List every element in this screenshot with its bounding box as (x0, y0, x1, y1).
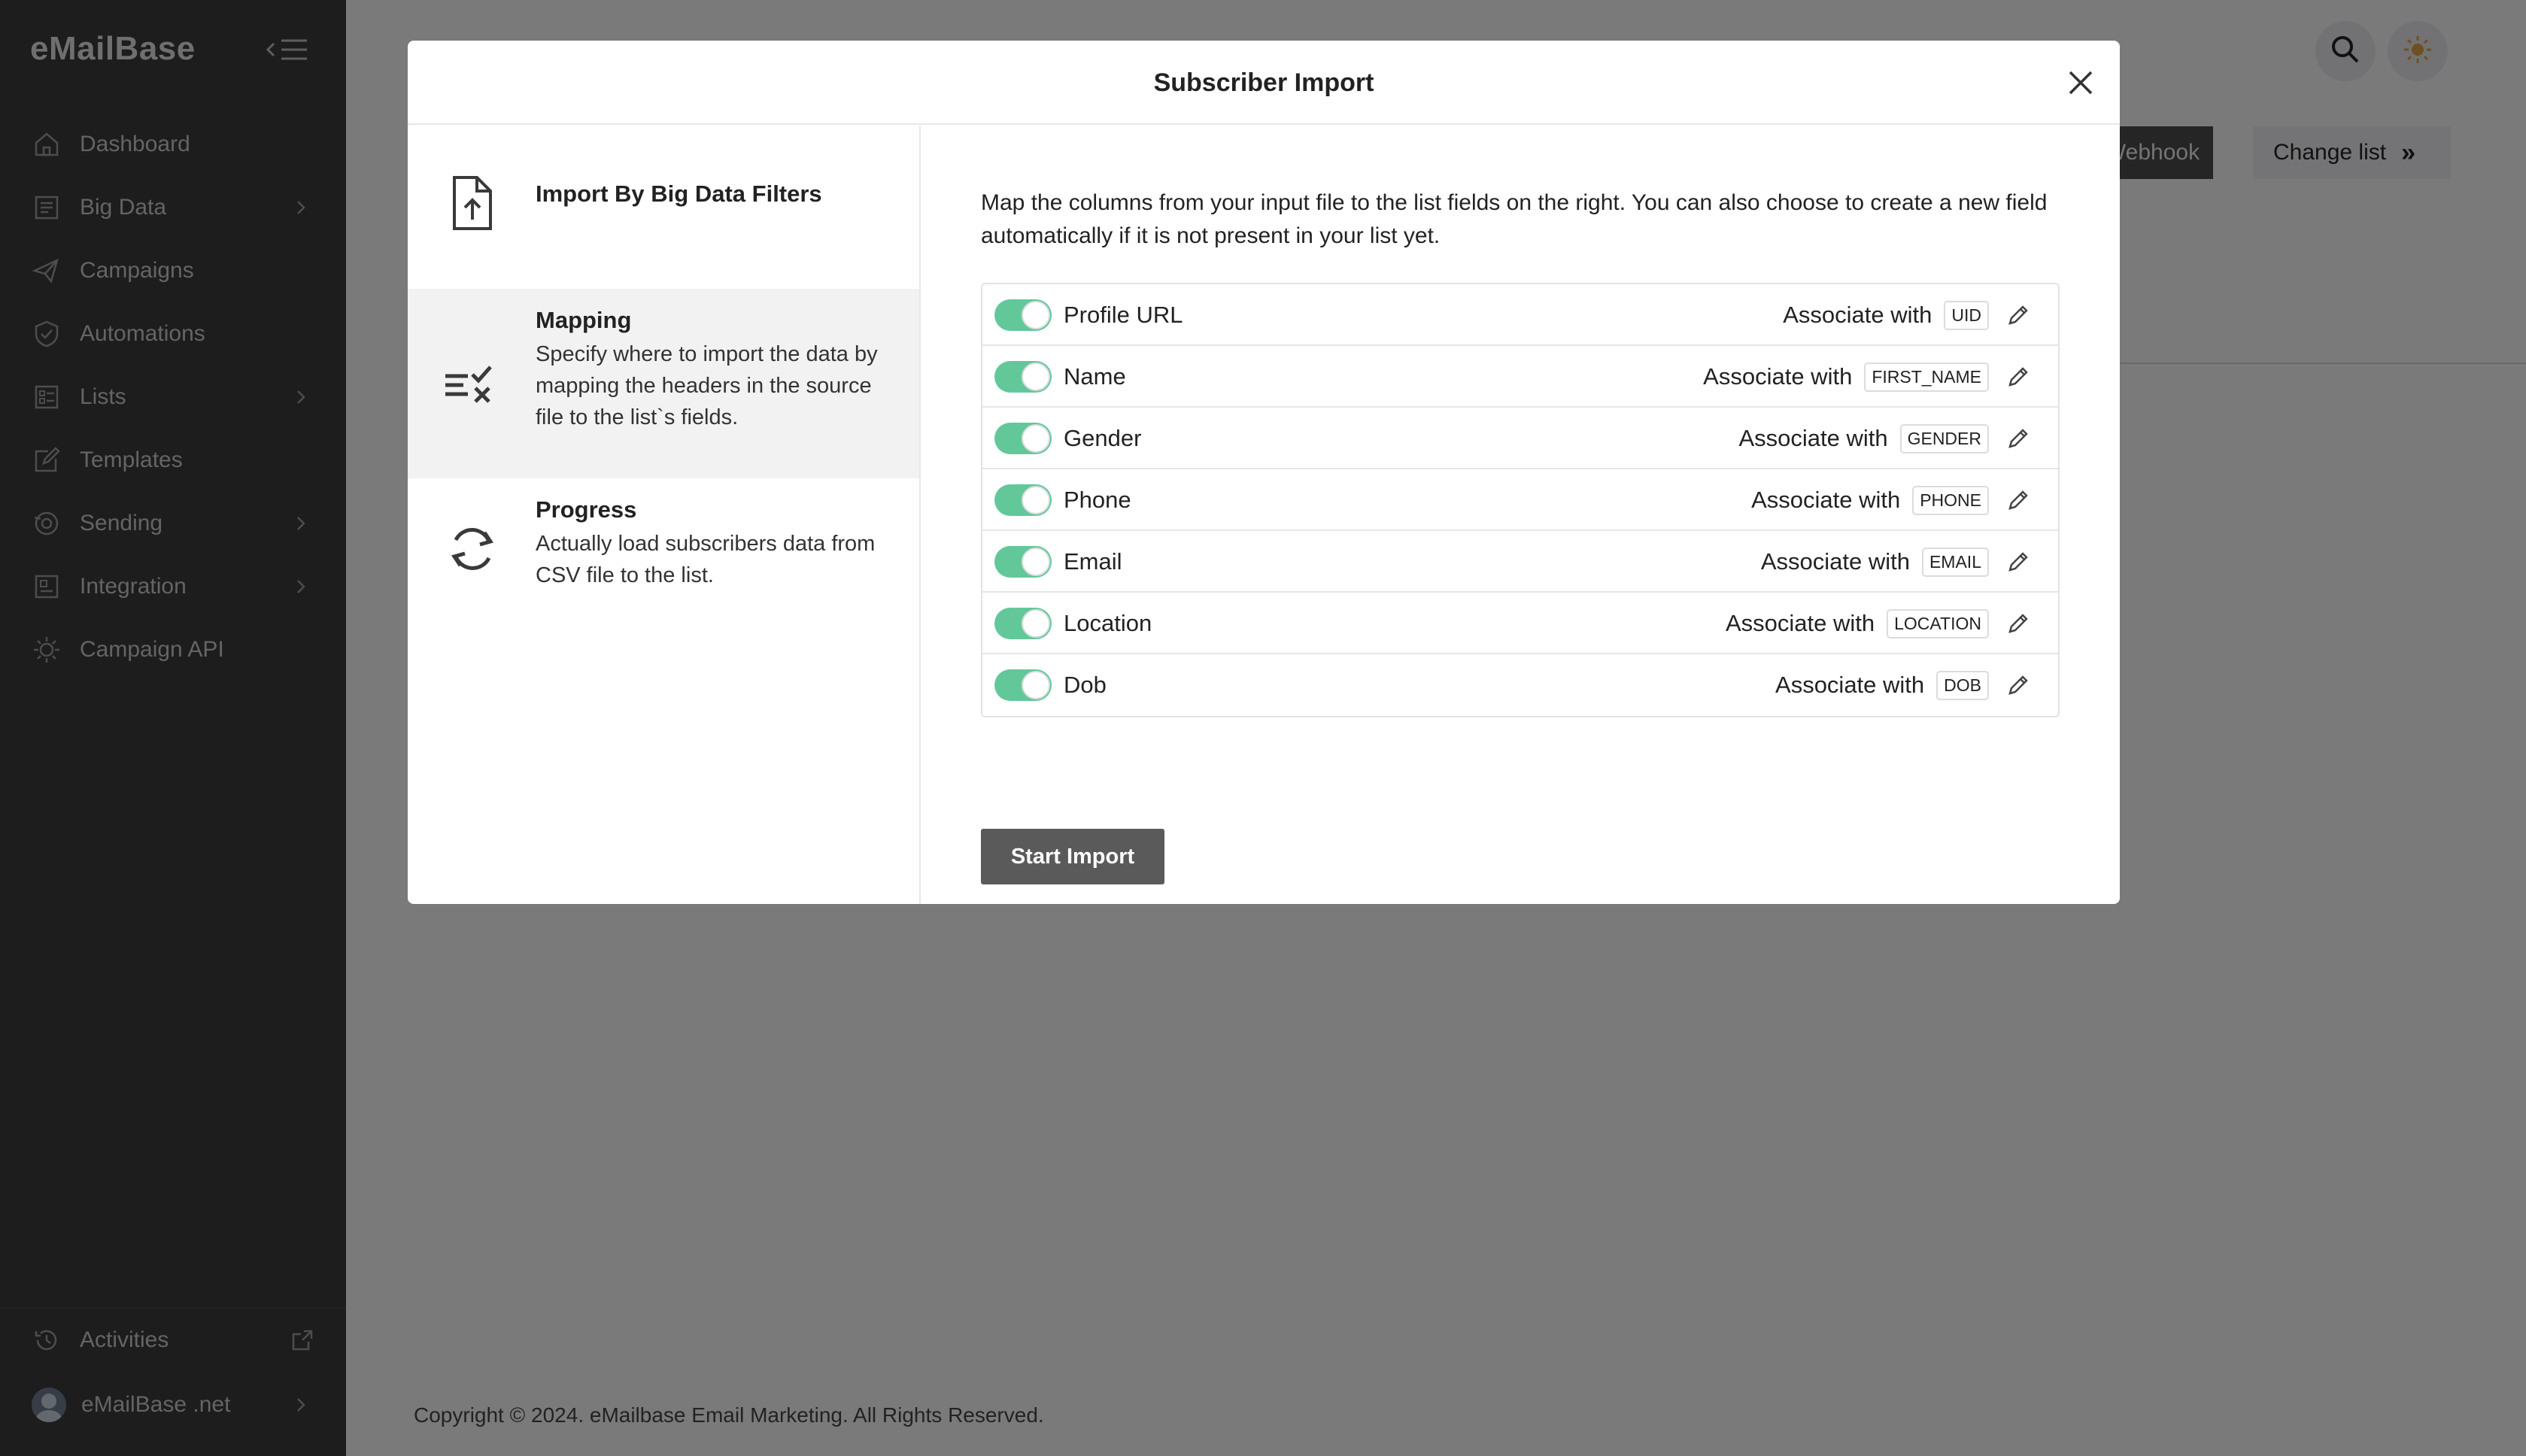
list-field-tag: UID (1944, 301, 1989, 330)
mapping-row (982, 408, 2058, 469)
associate-label: Associate with (1760, 548, 1910, 575)
field-association (1703, 346, 1989, 408)
list-field-tag: GENDER (1900, 424, 1989, 453)
mapping-row (982, 346, 2058, 408)
mapping-row (982, 654, 2058, 716)
list-field-tag: LOCATION (1887, 609, 1989, 639)
step-import-filters[interactable] (408, 126, 919, 289)
list-field-tag: DOB (1936, 671, 1989, 700)
field-association (1761, 531, 1989, 593)
field-enable-toggle[interactable] (994, 669, 1052, 701)
source-field-name: Profile URL (1064, 302, 1183, 328)
modal-header (408, 41, 2120, 125)
mapping-instructions: Map the columns from your input file to the list fields on the right. You can also choose to create a new field automatically if it is not present in your list yet. (981, 190, 2048, 248)
step-progress[interactable] (408, 478, 919, 614)
step-title: Import By Big Data Filters (536, 180, 822, 207)
associate-label: Associate with (1703, 363, 1853, 390)
mapping-row (982, 593, 2058, 654)
step-description: Actually load subscribers data from CSV file to the list. (536, 532, 876, 587)
associate-label: Associate with (1725, 610, 1875, 636)
associate-label: Associate with (1738, 425, 1888, 451)
source-field-name: Location (1064, 610, 1152, 636)
field-association (1775, 654, 1989, 716)
toggle-knob (1022, 301, 1050, 329)
pencil-icon[interactable] (2005, 302, 2031, 328)
source-field-name: Dob (1064, 672, 1107, 698)
source-field-name: Name (1064, 363, 1126, 390)
import-steps (408, 126, 921, 904)
pencil-icon[interactable] (2005, 426, 2031, 451)
pencil-icon[interactable] (2005, 672, 2031, 698)
pencil-icon[interactable] (2005, 364, 2031, 390)
field-association (1783, 284, 1989, 346)
list-field-tag: EMAIL (1922, 548, 1989, 577)
pencil-icon[interactable] (2005, 611, 2031, 636)
close-icon (2064, 89, 2097, 102)
start-import-button[interactable]: Start Import (981, 829, 1164, 884)
step-title: Progress (536, 496, 637, 523)
toggle-knob (1022, 362, 1050, 391)
field-enable-toggle[interactable] (994, 423, 1052, 454)
modal-title: Subscriber Import (1153, 68, 1374, 97)
mapping-row (982, 469, 2058, 531)
field-association (1726, 593, 1989, 654)
close-button[interactable] (2064, 66, 2097, 99)
toggle-knob (1022, 424, 1050, 453)
refresh-icon (442, 519, 502, 579)
mapping-icon (442, 353, 502, 414)
mapping-row (982, 284, 2058, 346)
field-enable-toggle[interactable] (994, 299, 1052, 331)
mapping-content (922, 126, 2120, 904)
associate-label: Associate with (1751, 487, 1901, 513)
pencil-icon[interactable] (2005, 487, 2031, 513)
subscriber-import-modal (408, 41, 2120, 904)
step-description: Specify where to import the data by mapping the headers in the source file to the list`s fields. (536, 342, 878, 429)
step-mapping[interactable] (408, 289, 919, 478)
toggle-knob (1022, 671, 1050, 699)
mapping-list (981, 283, 2060, 717)
field-enable-toggle[interactable] (994, 484, 1052, 516)
field-association (1751, 469, 1989, 531)
source-field-name: Phone (1064, 487, 1131, 513)
list-field-tag: PHONE (1912, 486, 1989, 515)
associate-label: Associate with (1783, 302, 1932, 328)
toggle-knob (1022, 609, 1050, 638)
field-enable-toggle[interactable] (994, 608, 1052, 639)
field-enable-toggle[interactable] (994, 546, 1052, 578)
step-title: Mapping (536, 307, 632, 333)
file-upload-icon (442, 173, 502, 233)
associate-label: Associate with (1775, 672, 1925, 698)
field-enable-toggle[interactable] (994, 361, 1052, 393)
mapping-row (982, 531, 2058, 593)
toggle-knob (1022, 486, 1050, 514)
list-field-tag: FIRST_NAME (1864, 362, 1989, 392)
source-field-name: Email (1064, 548, 1122, 575)
source-field-name: Gender (1064, 425, 1142, 451)
pencil-icon[interactable] (2005, 549, 2031, 575)
toggle-knob (1022, 548, 1050, 576)
field-association (1738, 408, 1989, 469)
